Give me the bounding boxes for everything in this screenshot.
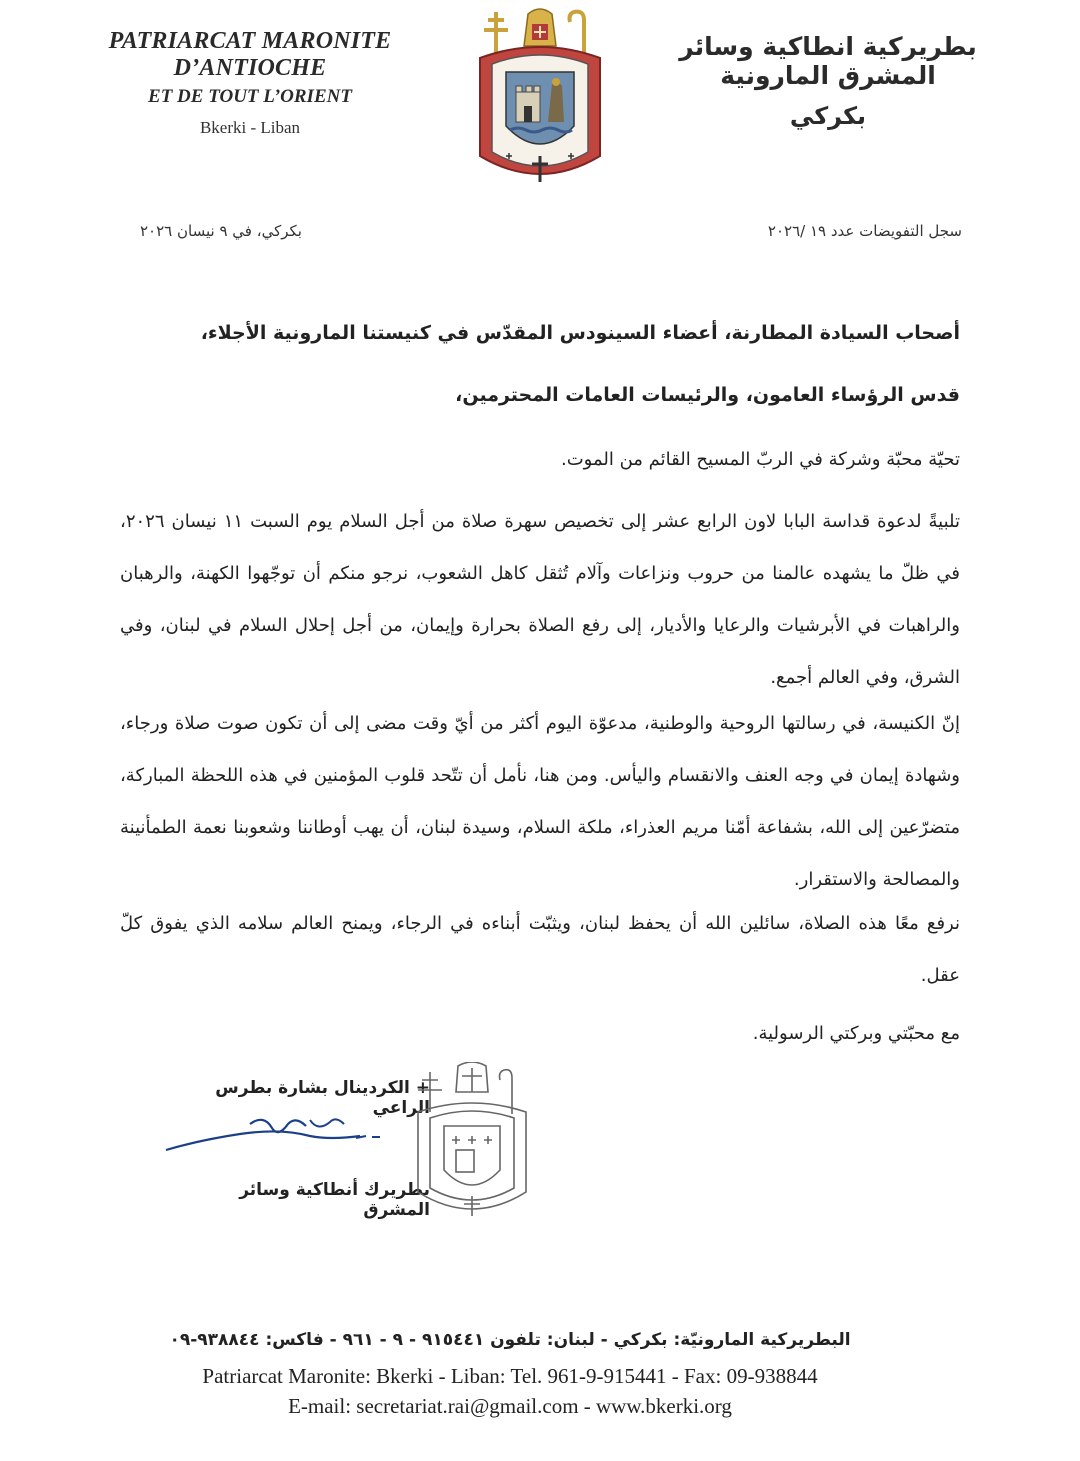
greeting: تحيّة محبّة وشركة في الربّ المسيح القائم من الموت. [561, 449, 960, 470]
signatory-name: + الكردينال بشارة بطرس الراعي [215, 1078, 430, 1118]
address-line-2: قدس الرؤساء العامون، والرئيسات العامات المحترمين، [455, 384, 960, 406]
header-arabic [638, 32, 1018, 130]
header-french-line1: PATRIARCAT MARONITE D’ANTIOCHE [108, 28, 392, 81]
paragraph-3: نرفع معًا هذه الصلاة، سائلين الله أن يحفظ لبنان، ويثبّت أبناءه في الرجاء، ويمنح العالم سلامه الذي يفوق كلّ عقل. [120, 913, 960, 986]
seal-coat-of-arms-icon [408, 1062, 536, 1220]
footer-contact: Patriarcat Maronite: Bkerki - Liban: Tel. 961-9-915441 - Fax: 09-938844 [202, 1364, 818, 1388]
header-arabic-line1: بطريركية انطاكية وسائر المشرق المارونية [679, 32, 977, 90]
registry-number: سجل التفويضات عدد ١٩ /٢٠٢٦ [767, 222, 962, 240]
footer-email-web: E-mail: secretariat.rai@gmail.com - www.bkerki.org [288, 1394, 732, 1418]
closing: مع محبّتي وبركتي الرسولية. [752, 1023, 960, 1044]
signatory-title: بطريرك أنطاكية وسائر المشرق [239, 1180, 430, 1220]
header-french-line2: ET DE TOUT L’ORIENT [148, 86, 352, 107]
header-french [40, 28, 460, 138]
header-french-line3: Bkerki - Liban [199, 118, 301, 137]
handwritten-signature-icon [160, 1110, 400, 1162]
footer-arabic: البطريركية المارونيّة: بكركي - لبنان: تلفون ٩١٥٤٤١ - ٩ - ٩٦١ - فاكس: ٩٣٨٨٤٤-٠٩ [169, 1330, 851, 1350]
paragraph-2: إنّ الكنيسة، في رسالتها الروحية والوطنية، مدعوّة اليوم أكثر من أيّ وقت مضى إلى أن تكون صوت صلاة ورجاء، وشهادة إيمان في وجه العنف والانقسام واليأس. ومن هنا، نأمل أن تتّحد قلوب المؤمنين في هذه اللحظة المباركة، متضرّعين إلى الله، بشفاعة أمّنا مريم العذراء، ملكة السلام، وسيدة لبنان، أن يهب أوطاننا وشعوبنا نعمة الطمأنينة والمصالحة والاستقرار. [120, 713, 960, 890]
coat-of-arms-icon [466, 6, 614, 188]
header-arabic-line2: بكركي [789, 102, 867, 130]
address-line-1: أصحاب السيادة المطارنة، أعضاء السينودس المقدّس في كنيستنا المارونية الأجلاء، [200, 322, 960, 344]
paragraph-1: تلبيةً لدعوة قداسة البابا لاون الرابع عشر إلى تخصيص سهرة صلاة من أجل السلام يوم السبت ١١ نيسان ٢٠٢٦، في ظلّ ما يشهده عالمنا من حروب ونزاعات وآلام تُثقل كاهل الشعوب، نرجو منكم أن توجّهوا الكهنة، والرهبان والراهبات في الأبرشيات والرعايا والأديار، إلى رفع الصلاة بحرارة وإيمان، من أجل إحلال السلام في لبنان، وفي الشرق، وفي العالم أجمع. [120, 511, 960, 688]
letter-date: بكركي، في ٩ نيسان ٢٠٢٦ [140, 222, 302, 240]
